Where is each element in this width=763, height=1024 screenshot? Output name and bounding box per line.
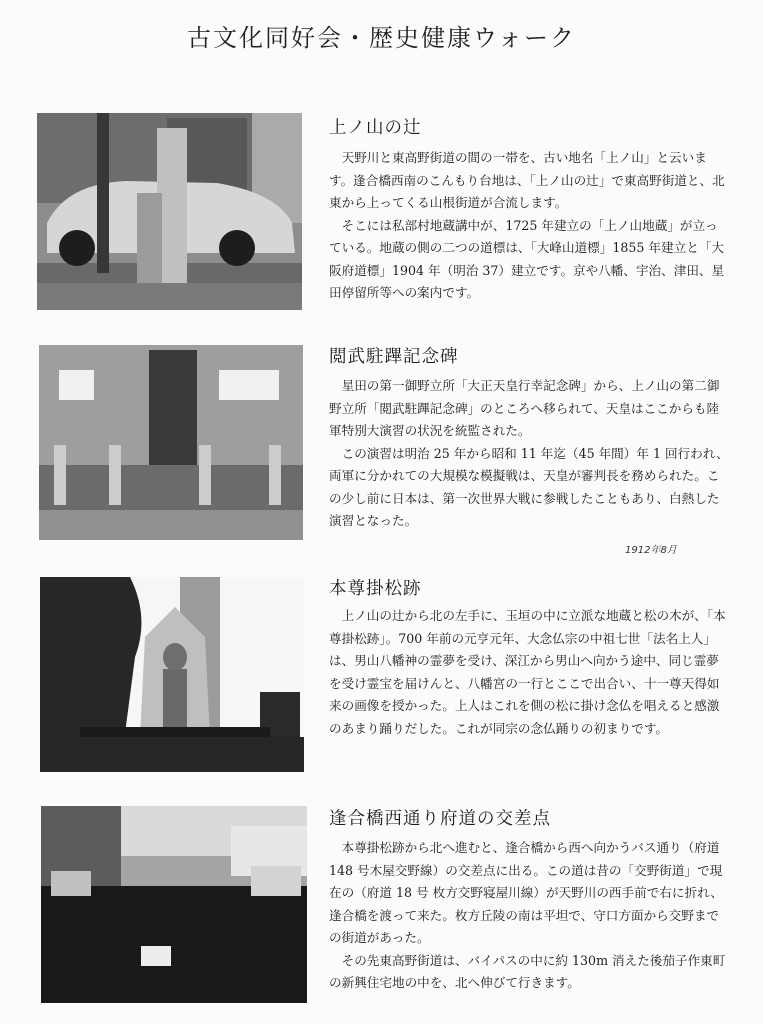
jizo-statue-photo: [40, 577, 304, 772]
stone-marker-street-photo: [37, 113, 302, 310]
section-heading: 上ノ山の辻: [329, 118, 422, 138]
section-paragraph: この演習は明治 25 年から昭和 11 年迄（45 年間）年 1 回行われ、両軍に分かれての大規模な模擬戦は、天皇が審判長を務められた。この少し前に日本は、第一次世界大戦に参戦したこともあり、白熱した演習となった。: [329, 445, 729, 528]
section-heading: 逢合橋西通り府道の交差点: [329, 809, 551, 829]
intersection-photo: [41, 806, 307, 1003]
section-body: [329, 147, 729, 305]
page-title: 古文化同好会・歴史健康ウォーク: [186, 24, 577, 52]
section-heading: 閲武駐蹕記念碑: [329, 347, 459, 367]
section-paragraph: 天野川と東高野街道の間の一帯を、古い地名「上ノ山」と云います。逢合橋西南のこんもり台地は、「上ノ山の辻」で東高野街道と、北東から上ってくる山根街道が合流します。: [329, 150, 725, 210]
section-body: [329, 605, 729, 740]
section-paragraph: 上ノ山の辻から北の左手に、玉垣の中に立派な地蔵と松の木が、「本尊掛松跡」。700 年前の元亨元年、大念仏宗の中祖七世「法名上人」は、男山八幡神の霊夢を受け、深江から男山へ向かう途中、同じ霊夢を受け霊宝を届けんと、八幡宮の一行とここで出合い、十一尊天得如来の画像を授かった。上人はこれを側の松に掛け念仏を唱えると感激のあまり踊りだした。これが同宗の念仏踊りの初まりです。: [329, 608, 726, 736]
section-body: [329, 837, 729, 995]
section-paragraph: 星田の第一御野立所「大正天皇行幸記念碑」から、上ノ山の第二御野立所「閲武駐蹕記念碑」のところへ移られて、天皇はここからも陸軍特別大演習の状況を統監された。: [329, 378, 720, 438]
section-body: [329, 375, 729, 533]
memorial-stone-photo: [39, 345, 303, 540]
handwritten-date-note: 1912年8月: [625, 545, 677, 556]
section-paragraph: そこには私部村地蔵講中が、1725 年建立の「上ノ山地蔵」が立っている。地蔵の側の二つの道標は、「大峰山道標」1855 年建立と「大阪府道標」1904 年（明治 37）建立です。京や八幡、宇治、津田、星田停留所等への案内です。: [329, 217, 725, 300]
section-heading: 本尊掛松跡: [329, 579, 422, 599]
section-paragraph: その先東高野街道は、バイパスの中に約 130m 消えた後茄子作東町の新興住宅地の中を、北へ伸びて行きます。: [329, 952, 726, 990]
section-paragraph: 本尊掛松跡から北へ進むと、逢合橋から西へ向かうバス通り（府道 148 号木屋交野線）の交差点に出る。この道は昔の「交野街道」で現在の（府道 18 号 枚方交野寝屋川線）が天野川の西手前で右に折れ、逢合橋を渡って来た。枚方丘陵の南は平坦で、守口方面から交野までの街道があった。: [329, 840, 724, 945]
